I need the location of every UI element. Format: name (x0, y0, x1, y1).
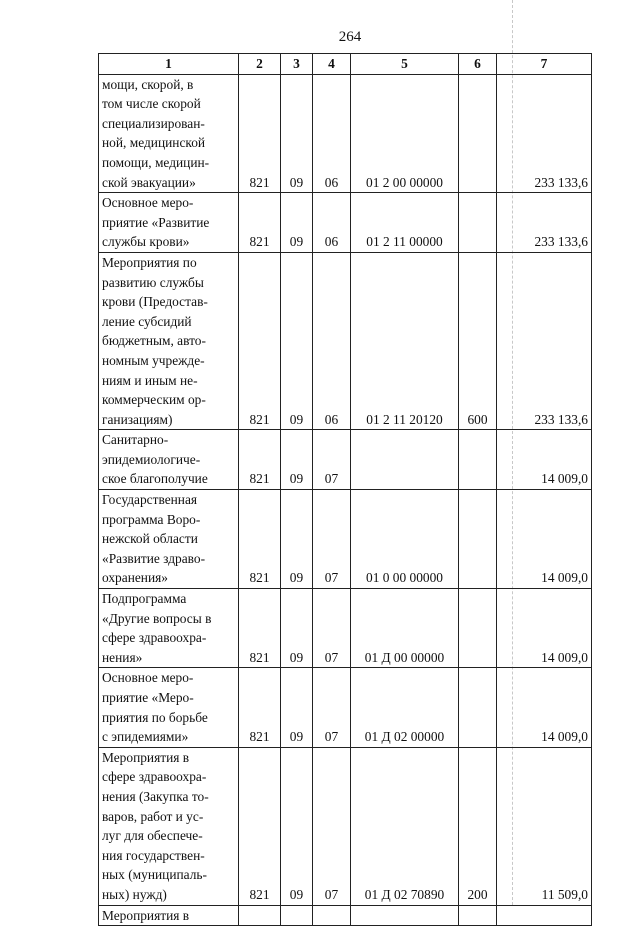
row-ved: 821 (239, 589, 281, 668)
table-row (99, 430, 592, 490)
row-name: Санитарно- эпидемиологиче- ское благополучие (99, 430, 239, 490)
table-row (99, 74, 592, 193)
row-ved: 821 (239, 252, 281, 429)
row-pr: 06 (313, 252, 351, 429)
row-ved: 821 (239, 747, 281, 905)
table-row (99, 490, 592, 589)
header-col-5: 5 (351, 54, 459, 75)
row-pr: 07 (313, 430, 351, 490)
table-row (99, 905, 592, 926)
row-csr: 01 2 00 00000 (351, 74, 459, 193)
row-name: Основное меро- приятие «Развитие службы крови» (99, 193, 239, 253)
table-row (99, 252, 592, 429)
row-csr: 01 2 11 20120 (351, 252, 459, 429)
row-vr (459, 668, 497, 747)
row-rz: 09 (281, 589, 313, 668)
row-sum: 233 133,6 (497, 74, 592, 193)
row-csr: 01 Д 02 70890 (351, 747, 459, 905)
row-vr (459, 589, 497, 668)
row-csr: 01 Д 00 00000 (351, 589, 459, 668)
row-vr (459, 430, 497, 490)
row-sum: 11 509,0 (497, 747, 592, 905)
header-col-3: 3 (281, 54, 313, 75)
table-row (99, 589, 592, 668)
row-name: Мероприятия в (99, 905, 239, 926)
row-csr: 01 0 00 00000 (351, 490, 459, 589)
row-rz: 09 (281, 668, 313, 747)
row-sum: 233 133,6 (497, 252, 592, 429)
header-col-7: 7 (497, 54, 592, 75)
row-csr: 01 2 11 00000 (351, 193, 459, 253)
row-name: Мероприятия в сфере здравоохра- нения (Закупка то- варов, работ и ус- луг для обеспече- ния государствен- ных (муниципаль- ных) нужд) (99, 747, 239, 905)
row-sum: 14 009,0 (497, 668, 592, 747)
row-ved (239, 905, 281, 926)
row-rz: 09 (281, 74, 313, 193)
row-rz: 09 (281, 430, 313, 490)
row-vr (459, 74, 497, 193)
row-vr (459, 490, 497, 589)
row-sum: 14 009,0 (497, 430, 592, 490)
row-name: Основное меро- приятие «Меро- приятия по борьбе с эпидемиями» (99, 668, 239, 747)
row-ved: 821 (239, 490, 281, 589)
row-csr (351, 905, 459, 926)
row-vr (459, 905, 497, 926)
row-sum (497, 905, 592, 926)
row-name: Мероприятия по развитию службы крови (Предостав- ление субсидий бюджетным, авто- номным учрежде- ниям и иным не- коммерческим ор- ганизациям) (99, 252, 239, 429)
row-rz: 09 (281, 490, 313, 589)
row-rz: 09 (281, 747, 313, 905)
row-vr: 200 (459, 747, 497, 905)
row-vr: 600 (459, 252, 497, 429)
header-col-6: 6 (459, 54, 497, 75)
header-col-4: 4 (313, 54, 351, 75)
row-pr: 06 (313, 193, 351, 253)
budget-table (98, 53, 592, 926)
row-ved: 821 (239, 74, 281, 193)
row-rz: 09 (281, 252, 313, 429)
row-name: Государственная программа Воро- нежской области «Развитие здраво- охранения» (99, 490, 239, 589)
table-row (99, 193, 592, 253)
row-pr (313, 905, 351, 926)
row-rz (281, 905, 313, 926)
row-pr: 06 (313, 74, 351, 193)
row-vr (459, 193, 497, 253)
row-ved: 821 (239, 668, 281, 747)
row-csr: 01 Д 02 00000 (351, 668, 459, 747)
row-pr: 07 (313, 589, 351, 668)
row-csr (351, 430, 459, 490)
row-name: Подпрограмма «Другие вопросы в сфере здравоохра- нения» (99, 589, 239, 668)
row-ved: 821 (239, 193, 281, 253)
row-pr: 07 (313, 668, 351, 747)
table-row (99, 668, 592, 747)
row-sum: 233 133,6 (497, 193, 592, 253)
row-sum: 14 009,0 (497, 490, 592, 589)
row-rz: 09 (281, 193, 313, 253)
page-number: 264 (338, 29, 362, 45)
header-col-2: 2 (239, 54, 281, 75)
table-row (99, 747, 592, 905)
row-sum: 14 009,0 (497, 589, 592, 668)
row-ved: 821 (239, 430, 281, 490)
header-col-1: 1 (99, 54, 239, 75)
row-pr: 07 (313, 490, 351, 589)
header-row (99, 54, 592, 75)
row-name: мощи, скорой, в том числе скорой специализирован- ной, медицинской помощи, медицин- ской эвакуации» (99, 74, 239, 193)
row-pr: 07 (313, 747, 351, 905)
